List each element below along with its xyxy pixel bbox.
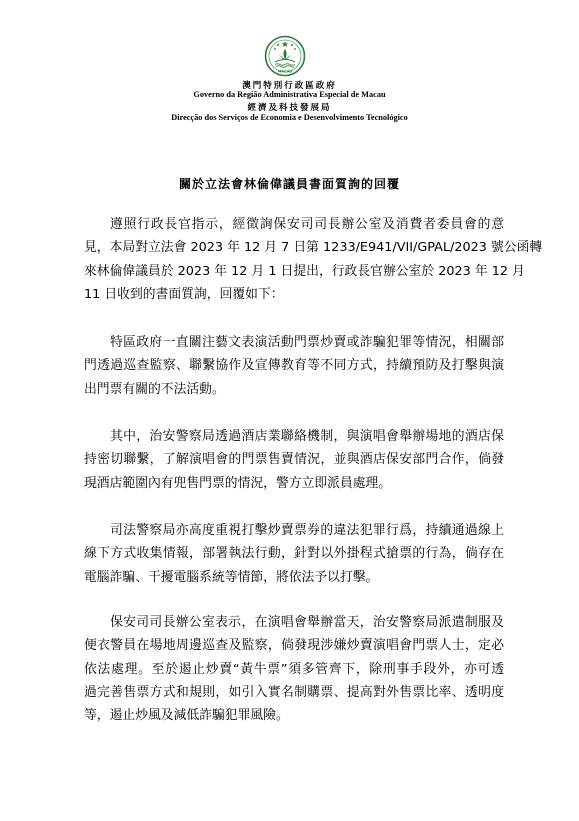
department-name-portuguese: Direcção dos Serviços de Economia e Desenvolvimento Tecnológico (171, 113, 408, 122)
paragraph-line: 司法警察局亦高度重視打擊炒賣票券的違法犯罪行爲，持續通過線上 (110, 523, 504, 538)
paragraph-line: 來林倫偉議員於 2023 年 12 月 1 日提出，行政長官辦公室於 2023 年 12 月 (84, 263, 525, 279)
paragraph-line: 現酒店範圍內有兜售門票的情況，警方立即派員處理。 (84, 475, 392, 491)
paragraph-line: 持密切聯繫，了解演唱會的門票售賣情況，並與酒店保安部門合作，倘發 (84, 452, 504, 468)
paragraph-line: 特區政府一直關注藝文表演活動門票炒賣或詐騙犯罪等情況，相關部 (110, 335, 504, 350)
paragraph-line: 線下方式收集情報，部署執法行動，針對以外掛程式搶票的行為，倘存在 (84, 546, 504, 562)
paragraph-line: 便衣警員在場地周邊巡查及監察，倘發現涉嫌炒賣演唱會門票人士，定必 (84, 638, 504, 654)
department-name-chinese: 經濟及科技發展局 (247, 103, 332, 113)
paragraph-4 (84, 519, 504, 589)
paragraph-line: 電腦詐騙、干擾電腦系統等情節，將依法予以打擊。 (84, 569, 379, 585)
paragraph-line: 過完善售票方式和規則，如引入實名制購票、提高對外售票比率、透明度 (84, 684, 504, 700)
paragraph-line: 11 日收到的書面質詢，回覆如下： (84, 286, 284, 302)
paragraph-1 (84, 213, 543, 306)
paragraph-line: 依法處理。至於遏止炒賣“黃牛票”須多管齊下，除刑事手段外，亦可透 (84, 661, 504, 677)
paragraph-line: 出門票有關的不法活動。 (84, 381, 225, 397)
paragraph-3 (84, 425, 504, 495)
document-title: 關於立法會林倫偉議員書面質詢的回覆 (178, 177, 400, 191)
paragraph-line: 遵照行政長官指示，經徵詢保安司司長辦公室及消費者委員會的意 (110, 217, 504, 232)
government-name-chinese: 澳門特別行政區政府 (242, 81, 337, 91)
government-name-portuguese: Governo da Região Administrativa Especial de Macau (193, 90, 386, 99)
paragraph-line: 保安司司長辦公室表示，在演唱會舉辦當天，治安警察局派遣制服及 (110, 615, 504, 630)
paragraph-2 (84, 331, 504, 401)
paragraph-line: 門透過巡查監察、聯繫協作及宣傳教育等不同方式，持續預防及打擊與演 (84, 358, 504, 374)
paragraph-line: 見，本局對立法會 2023 年 12 月 7 日第 1233/E941/VII/GPAL/2023 號公函轉 (84, 240, 543, 256)
emblem-text: MACAU (277, 69, 293, 74)
paragraph-line: 等，遏止炒風及減低詐騙犯罪風險。 (84, 708, 289, 724)
paragraph-5 (84, 611, 504, 727)
paragraph-line: 其中，治安警察局透過酒店業聯絡機制，與演唱會舉辦場地的酒店保 (110, 429, 504, 444)
macau-emblem-icon (264, 35, 306, 77)
